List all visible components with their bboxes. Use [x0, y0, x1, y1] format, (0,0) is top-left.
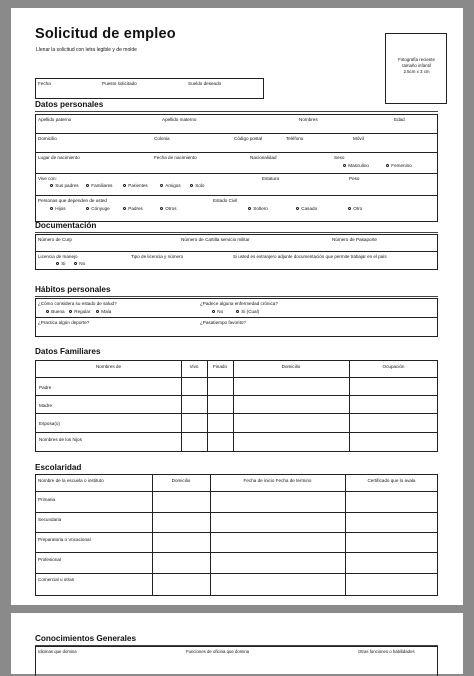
curp-label: Número de Curp — [38, 237, 72, 242]
radio-circle — [160, 184, 163, 187]
radio-hijos[interactable]: Hijos — [50, 206, 66, 211]
radio-sus-padres[interactable]: Sus padres — [50, 183, 79, 188]
header-domicilio: Domicilio — [281, 364, 301, 369]
habitos-box[interactable] — [35, 298, 438, 337]
movil-label: Móvil — [353, 136, 364, 141]
radio-circle — [348, 207, 351, 210]
row-line — [36, 573, 438, 574]
form-page-1 — [11, 8, 463, 605]
estado-civil-label: Estado Civil — [213, 198, 238, 203]
radio-femenino[interactable]: Femenino — [386, 163, 412, 168]
col-line — [345, 475, 346, 596]
form-page-2 — [11, 613, 463, 674]
radio-circle — [236, 310, 239, 313]
radio-amigos[interactable]: Amigos — [160, 183, 181, 188]
row-madre: Madre — [39, 403, 53, 408]
enfermedad-question: ¿Padece alguna enfermedad crónica? — [200, 301, 278, 306]
licencia-label: Licencia de manejo — [38, 254, 78, 259]
header-fields-box[interactable] — [35, 78, 264, 99]
radio-circle — [212, 310, 215, 313]
row-line — [36, 251, 438, 252]
row-line — [36, 152, 438, 153]
row-secundaria: Secundaria — [38, 517, 62, 522]
deporte-question: ¿Practica algún deporte? — [38, 320, 90, 325]
apellido-paterno-label: Apellido paterno — [38, 117, 72, 122]
funciones-oficina-label: Funciones de oficina que domina — [186, 649, 250, 654]
radio-licencia-no[interactable]: No — [74, 261, 85, 266]
radio-circle — [74, 262, 77, 265]
header-fechas: Fecha de inicio Fecha de termino — [243, 478, 312, 483]
section-title-documentacion: Documentación — [35, 221, 97, 230]
row-comercial: Comercial u otras — [38, 577, 74, 582]
radio-soltero[interactable]: Soltero — [248, 206, 268, 211]
radio-salud-regular[interactable]: Regular — [69, 309, 90, 314]
vive-con-label: Vive con: — [38, 176, 57, 181]
row-line — [36, 395, 438, 396]
row-line — [36, 413, 438, 414]
escolaridad-table[interactable] — [35, 474, 438, 596]
radio-otro[interactable]: Otro — [348, 206, 362, 211]
row-primaria: Primaria — [38, 497, 56, 502]
col-line — [233, 361, 234, 452]
radio-casado[interactable]: Casado — [296, 206, 317, 211]
otras-funciones-label: Otras funciones o habilidades — [358, 649, 415, 654]
cartilla-label: Número de Cartilla servicio militar — [181, 237, 250, 242]
radio-circle — [296, 207, 299, 210]
col-line — [349, 361, 350, 452]
nombres-label: Nombres — [299, 117, 318, 122]
apellido-materno-label: Apellido materno — [162, 117, 197, 122]
row-profesional: Profesional — [38, 557, 61, 562]
radio-circle — [160, 207, 163, 210]
radio-circle — [46, 310, 49, 313]
row-line — [36, 491, 438, 492]
header-nombres: Nombres de — [95, 364, 122, 369]
row-esposa: Esposa(o) — [39, 421, 60, 426]
radio-circle — [50, 207, 53, 210]
row-line — [36, 133, 438, 134]
radio-circle — [50, 184, 53, 187]
section-title-datos-personales: Datos personales — [35, 100, 104, 109]
header-finado: Finado — [212, 364, 228, 369]
row-line — [36, 377, 438, 378]
row-line — [36, 532, 438, 533]
radio-solo[interactable]: Solo — [190, 183, 205, 188]
domicilio-label: Domicilio — [38, 136, 57, 141]
radio-conyuge[interactable]: Cónyuge — [86, 206, 110, 211]
header-escuela: Nombre de la escuela o instituto — [38, 478, 104, 483]
header-ocupacion: Ocupación — [382, 364, 405, 369]
header-certificado: Certificado que lo avala — [367, 478, 416, 483]
radio-circle — [69, 310, 72, 313]
idiomas-label: Idiomas que domina — [38, 649, 77, 654]
photo-box[interactable] — [385, 33, 447, 104]
col-line — [181, 361, 182, 452]
edad-label: Edad — [394, 117, 405, 122]
colonia-label: Colonia — [154, 136, 170, 141]
radio-circle — [190, 184, 193, 187]
col-line — [152, 475, 153, 596]
radio-circle — [248, 207, 251, 210]
radio-enfermedad-si[interactable]: Si (Cual) — [236, 309, 259, 314]
codigo-postal-label: Código postal — [234, 136, 263, 141]
radio-circle — [96, 310, 99, 313]
fecha-nacimiento-label: Fecha de nacimiento — [154, 155, 197, 160]
lugar-nacimiento-label: Lugar de nacimiento — [38, 155, 80, 160]
row-padre: Padre — [39, 385, 52, 390]
radio-padres[interactable]: Padres — [123, 206, 143, 211]
radio-circle — [386, 164, 389, 167]
form-title: Solicitud de empleo — [35, 26, 176, 42]
estatura-label: Estatura — [262, 176, 280, 181]
section-title-conocimientos: Conocimientos Generales — [35, 634, 137, 643]
pasaporte-label: Número de Pasaporte — [332, 237, 377, 242]
radio-circle — [56, 262, 59, 265]
telefono-label: Teléfono — [286, 136, 304, 141]
col-line — [210, 475, 211, 596]
sueldo-label: Sueldo deseado — [188, 81, 222, 86]
radio-circle — [123, 184, 126, 187]
section-rule — [35, 111, 438, 112]
radio-circle — [86, 207, 89, 210]
row-hijos: Nombres de los hijos — [39, 437, 82, 442]
radio-salud-mala[interactable]: Mala — [96, 309, 111, 314]
row-line — [36, 432, 438, 433]
row-line — [36, 317, 438, 318]
row-preparatoria: Preparatoria o Vocacional — [38, 537, 91, 542]
row-line — [36, 552, 438, 553]
photo-box-line-3: 2.5cm x 3 cm — [403, 69, 430, 74]
fecha-label: Fecha — [38, 81, 51, 86]
radio-circle — [86, 184, 89, 187]
radio-familiares[interactable]: Familiares — [86, 183, 112, 188]
pasatiempo-question: ¿Pasatiempo favorito? — [200, 320, 246, 325]
radio-circle — [343, 164, 346, 167]
col-line — [207, 361, 208, 452]
datos-personales-box[interactable] — [35, 114, 438, 222]
photo-box-line-2: tamaño infantil — [402, 63, 431, 68]
header-domicilio: Domicilio — [171, 478, 191, 483]
dependientes-label: Personas que dependen de usted — [38, 198, 107, 203]
tipo-licencia-label: Tipo de licencia y número — [131, 254, 184, 259]
nacionalidad-label: Nacionalidad — [250, 155, 277, 160]
photo-box-line-1: Fotografía reciente — [398, 57, 435, 62]
header-vivo: Vivo — [189, 364, 199, 369]
section-title-habitos: Hábitos personales — [35, 285, 111, 294]
radio-salud-buena[interactable]: Buena — [46, 309, 65, 314]
salud-question: ¿Cómo considera su estado de salud? — [38, 301, 117, 306]
documentacion-box[interactable] — [35, 234, 438, 270]
radio-circle — [123, 207, 126, 210]
puesto-label: Puesto solicitado — [102, 81, 137, 86]
section-rule — [35, 296, 438, 297]
form-subtitle: Llenar la solicitud con letra legible y de molde — [36, 47, 137, 53]
row-line — [36, 173, 438, 174]
radio-masculino[interactable]: Masculino — [343, 163, 369, 168]
extranjero-label: Si usted es extranjero adjunte documentación que permite trabajar en el país — [233, 254, 387, 259]
familiares-table[interactable] — [35, 360, 438, 452]
section-rule — [35, 232, 438, 233]
conocimientos-box[interactable] — [35, 646, 438, 676]
radio-parientes[interactable]: Parientes — [123, 183, 148, 188]
radio-licencia-si[interactable]: Si — [56, 261, 65, 266]
radio-otros[interactable]: Otros — [160, 206, 177, 211]
peso-label: Peso — [349, 176, 360, 181]
section-title-familiares: Datos Familiares — [35, 347, 101, 356]
sexo-label: Sexo — [334, 155, 345, 160]
row-line — [36, 195, 438, 196]
row-line — [36, 512, 438, 513]
radio-enfermedad-no[interactable]: No — [212, 309, 223, 314]
section-title-escolaridad: Escolaridad — [35, 463, 82, 472]
